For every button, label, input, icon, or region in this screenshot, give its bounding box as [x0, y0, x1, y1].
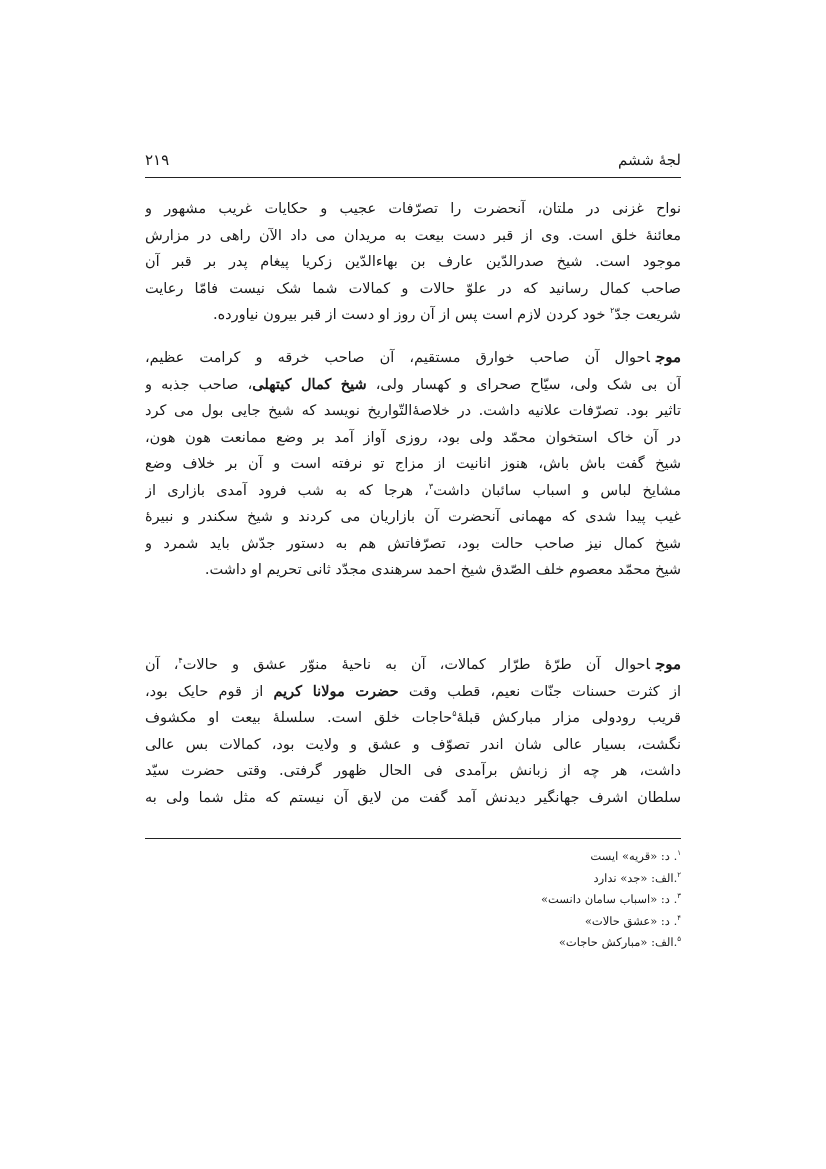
- text-line: معائنۀ خلق است. وی از قبر دست بیعت به مریدان می داد الآن راهی در مزارش: [145, 227, 681, 244]
- text-run: ، صاحب جذبه و: [145, 376, 253, 393]
- footnote-ref-5[interactable]: ۵: [452, 709, 457, 719]
- text-line: صاحب کمال رسانید که در علوّ حالات و کمالات شما شک نیست فامّا رعایت: [145, 280, 681, 297]
- section-keyword: موج: [655, 348, 681, 366]
- text-line: شیخ محمّد معصوم خلف الصّدق شیخ احمد سرهندی مجدّد ثانی تحریم او داشت.: [204, 562, 681, 578]
- footnote-item: [281, 868, 681, 890]
- footnote-number: ۵: [677, 935, 681, 944]
- text-run: خود کردن لازم است پس از آن روز او دست از قبر بیرون نیاورده.: [212, 307, 611, 323]
- text-line: [145, 679, 681, 706]
- text-line: موجود است. شیخ صدرالدّین عارف بن بهاءالدّین زکریا پیغام پدر بر قبر آن: [145, 254, 681, 270]
- text-run: حاجات خلق است. سلسلۀ بیعت او مکشوف: [145, 710, 453, 726]
- paragraph-3: [145, 651, 681, 811]
- footnote-number: ۴: [677, 913, 681, 922]
- text-line: سلطان اشرف جهانگیر دیدنش آمد گفت من لایق آن نیستم که مثل شما ولی به: [145, 789, 681, 806]
- text-run: احوال آن صاحب خوارق مستقیم، آن صاحب خرقه و کرامت عظیم،: [145, 350, 650, 366]
- paragraph-2: [145, 344, 681, 584]
- text-run: شریعت جدّ: [614, 307, 681, 323]
- chapter-title: لجۀ ششم: [618, 151, 681, 169]
- footnote-text: .الف: «مبارکش حاجات»: [558, 935, 678, 949]
- page-number: ۲۱۹: [145, 151, 170, 169]
- footnote-ref-4[interactable]: ۴: [178, 656, 183, 666]
- text-line: غیب پیدا شدی که مهمانی آنحضرت آن بازاریان می کردند و شیخ سکندر و نبیرۀ: [145, 509, 681, 525]
- bold-name: شیخ کمال کیتهلی: [252, 375, 367, 393]
- text-line: داشت، هر چه از زبانش برآمدی فی الحال ظهور گرفتی. وقتی حضرت سیّد: [145, 763, 681, 779]
- footnote-number: ۱: [677, 849, 681, 858]
- text-line: در آن خاک استخوان محمّد ولی بود، روزی آواز آمد بر وضع ممانعت هون هون،: [145, 429, 681, 446]
- text-run: آن بی شک ولی، سیّاح صحرای و کهسار ولی،: [366, 376, 681, 393]
- footnotes: [281, 846, 681, 954]
- footnote-item: [281, 846, 681, 868]
- text-line: نواح غزنی در ملتان، آنحضرت را تصرّفات عجیب و حکایات غریب مشهور و: [145, 201, 681, 217]
- text-line: نگشت، بسیار عالی شان اندر تصوّف و عشق و ولایت بود، کمالات بس عالی: [145, 736, 681, 753]
- text-line: [145, 651, 681, 679]
- footnote-text: . د: «قریه» ایست: [590, 849, 678, 863]
- footnote-item: [281, 911, 681, 933]
- paragraph-1: [145, 196, 681, 329]
- text-line: [145, 344, 681, 372]
- text-line: تاثیر بود. تصرّفات علانیه داشت. در خلاصۀالتّواریخ نویسد که شیخ جایی بول می کرد: [145, 403, 681, 419]
- text-run: از کثرت حسنات جنّات نعیم، قطب وقت: [398, 683, 681, 700]
- footnote-ref-2[interactable]: ۲: [610, 306, 615, 316]
- footnote-number: ۳: [677, 892, 681, 901]
- bold-name: حضرت مولانا کریم: [273, 682, 399, 700]
- text-line: شیخ گفت باش باش، هنوز انانیت از مزاج تو نرفته است و آن بر خلاف وضع: [145, 456, 681, 472]
- footnote-number: ۲: [677, 870, 681, 879]
- running-header: [145, 147, 681, 178]
- footnote-text: . د: «عشق حالات»: [584, 913, 678, 928]
- text-line: [145, 478, 681, 505]
- text-run: احوال آن طرّۀ طرّار کمالات، آن به ناحیۀ منوّر عشق و حالات: [182, 657, 650, 673]
- footnote-divider: [145, 838, 681, 839]
- text-run: قریب رودولی مزار مبارکش قبلۀ: [456, 710, 681, 726]
- text-run: مشایخ لباس و اسباب سائبان داشت: [433, 482, 681, 499]
- text-line: [145, 372, 681, 399]
- footnote-ref-3[interactable]: ۳: [428, 481, 434, 491]
- footnote-text: .الف: «جد» ندارد: [593, 870, 678, 885]
- text-line: [145, 302, 681, 329]
- footnote-text: . د: «اسباب سامان دانست»: [540, 892, 678, 906]
- footnote-item: [281, 889, 681, 911]
- text-line: شیخ کمال نیز صاحب حالت بود، تصرّفاتش هم به دستور جدّش باید شمرد و: [145, 535, 681, 552]
- text-run: ، آن: [145, 657, 179, 673]
- footnote-item: [281, 932, 681, 954]
- text-run: ، هرجا که به شب فرود آمدی بازاری از: [145, 482, 429, 499]
- section-keyword: موج: [655, 655, 681, 673]
- text-run: از قوم حایک بود،: [145, 683, 274, 700]
- text-line: [145, 705, 681, 732]
